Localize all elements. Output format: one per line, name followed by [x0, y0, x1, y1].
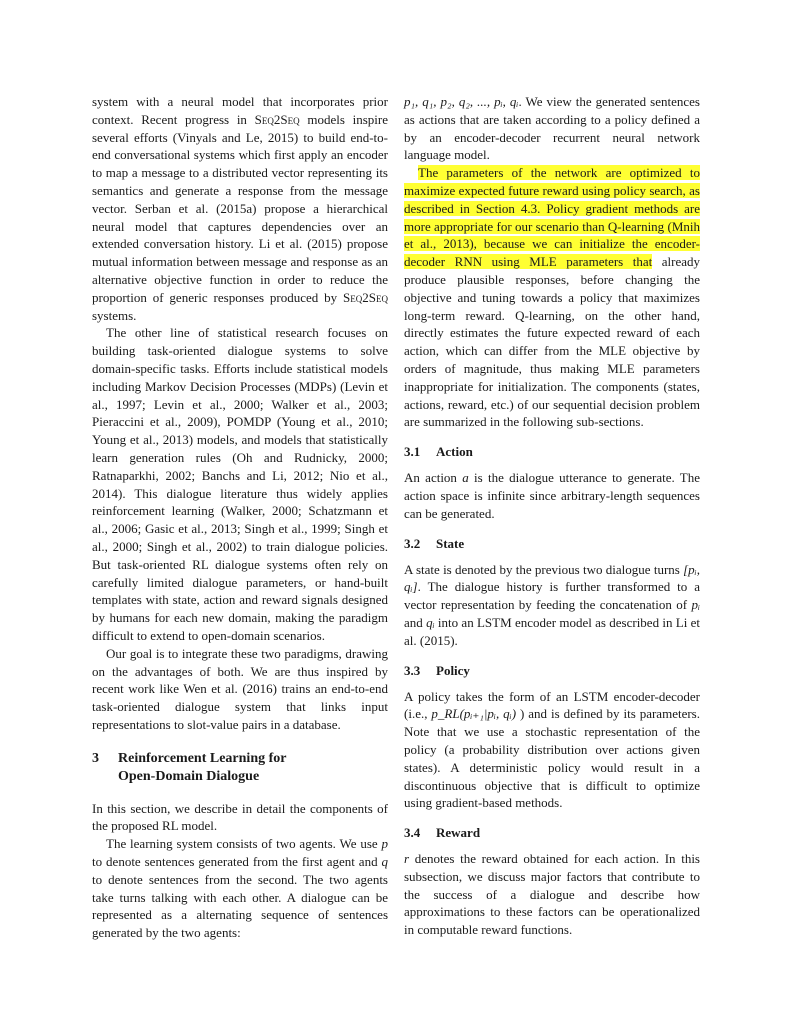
subsection-number: 3.2	[404, 535, 421, 551]
paragraph-state: A state is denoted by the previous two dialogue turns [pᵢ, qᵢ]. The dialogue history is further transformed to a vector representation by feeding the concatenation of pᵢ and qᵢ into an LSTM encoder model as described in Li et al. (2015).	[404, 561, 700, 648]
right-column	[404, 93, 700, 939]
subsection-3-3-heading	[404, 662, 700, 680]
subsection-number: 3.4	[404, 825, 421, 841]
paragraph-reward: r denotes the reward obtained for each action. In this subsection, we discuss major factors that contribute to the success of a dialogue and describe how approximations to these factors can be operationalized in computable reward functions.	[404, 851, 700, 938]
seq2seq-term: Seq2Seq	[254, 111, 300, 127]
subsection-title: State	[436, 535, 465, 551]
highlighted-text: The parameters of the network are optimized to maximize expected future reward using policy search, as described in Section 4.3. Policy gradient methods are more appropriate for our scenario than Q-learning (Mnih et al., 2013), because we can initialize the encoder-decoder RNN using MLE parameters that	[404, 165, 700, 270]
math-var-a: a	[462, 470, 469, 486]
subsection-title: Reward	[436, 825, 481, 841]
math-state: [pᵢ, qᵢ]	[404, 561, 700, 595]
subsection-title: Action	[436, 444, 473, 460]
paragraph-goal: Our goal is to integrate these two paradigms, drawing on the advantages of both. We are thus inspired by recent work like Wen et al. (2016) trains an end-to-end task-oriented dialogue system that links input representations to slot-value pairs in a database.	[92, 645, 388, 732]
paragraph-action: An action a is the dialogue utterance to generate. The action space is infinite since arbitrary-length sequences can be generated.	[404, 470, 700, 521]
subsection-3-1-heading	[404, 443, 700, 461]
text-span: systems.	[92, 307, 137, 323]
paragraph-task-oriented: The other line of statistical research focuses on building task-oriented dialogue systems to solve domain-specific tasks. Efforts include statistical models including Markov Decision Processes (MDPs) (Levin et al., 1997; Levin et al., 2000; Walker et al., 2003; Pieraccini et al., 2009), POMDP (Young et al., 2010; Young et al., 2013) models, and models that statistically learn generation rules (Oh and Rudnicky, 2000; Ratnaparkhi, 2002; Banchs and Li, 2012; Nio et al., 2014). This dialogue literature thus widely applies reinforcement learning (Walker, 2000; Schatzmann et al., 2006; Gasic et al., 2013; Singh et al., 1999; Singh et al., 2000; Singh et al., 2002) to train dialogue policies. But task-oriented RL dialogue systems often rely on carefully limited dialogue parameters, or hand-built templates with state, action and reward signals designed by humans for each new domain, making the paradigm difficult to extend to open-domain scenarios.	[92, 325, 388, 643]
text-span: system with a neural model that incorporates prior context. Recent progress in	[92, 94, 388, 127]
subsection-number: 3.1	[404, 444, 421, 460]
section-3-heading	[92, 750, 388, 786]
subsection-3-4-heading	[404, 824, 700, 842]
paragraph-section-intro: In this section, we describe in detail the components of the proposed RL model.	[92, 800, 388, 834]
math-policy: p_RL(pᵢ₊₁|pᵢ, qᵢ)	[431, 706, 517, 722]
math-var-r: r	[404, 851, 410, 867]
math-var-q: q	[381, 854, 388, 870]
paragraph-related-work-neural	[92, 93, 388, 324]
paragraph-policy: A policy takes the form of an LSTM encoder-decoder (i.e., p_RL(pᵢ₊₁|pᵢ, qᵢ) ) and is defined by its parameters. Note that we use a stochastic representation of the policy (a probability distribution over actions given states). A deterministic policy would result in a discontinuous objective that is difficult to optimize using gradient-based methods.	[404, 688, 700, 811]
section-title: Reinforcement Learning for Open-Domain Dialogue	[118, 750, 287, 784]
math-var-qi: qᵢ	[426, 614, 435, 630]
paragraph-policy-gradient: The parameters of the network are optimized to maximize expected future reward using policy search, as described in Section 4.3. Policy gradient methods are more appropriate for our scenario than Q-learning (Mnih et al., 2013), because we can initialize the encoder-decoder RNN using MLE parameters that already produce plausible responses, before changing the objective and tuning towards a policy that maximizes long-term reward. Q-learning, on the other hand, directly estimates the future expected reward of each action, which can differ from the MLE objective by orders of magnitude, thus making MLE parameters inappropriate for initialization. The components (states, actions, reward, etc.) of our sequential decision problem are summarized in the following sub-sections.	[404, 165, 700, 430]
paragraph-sequence: p₁, q₁, p₂, q₂, ..., pᵢ, qᵢ. We view the generated sentences as actions that are taken according to a policy defined a by an encoder-decoder recurrent neural network language model.	[404, 94, 700, 163]
math-var-pi: pᵢ	[691, 597, 700, 613]
subsection-title: Policy	[436, 662, 470, 678]
paragraph-two-agents: The learning system consists of two agents. We use p to denote sentences generated from the first agent and q to denote sentences from the second. The two agents take turns talking with each other. A dialogue can be represented as a alternating sequence of sentences generated by the two agents:	[92, 836, 388, 941]
seq2seq-term: Seq2Seq	[343, 289, 388, 305]
left-column	[92, 93, 388, 942]
math-sequence: p₁, q₁, p₂, q₂, ..., pᵢ, qᵢ	[404, 94, 519, 109]
math-var-p: p	[381, 836, 388, 852]
subsection-number: 3.3	[404, 662, 421, 678]
section-number: 3	[92, 750, 99, 766]
subsection-3-2-heading	[404, 535, 700, 553]
text-span: models inspire several efforts (Vinyals and Le, 2015) to build end-to-end conversational systems which first apply an encoder to map a message to a distributed vector representing its semantics and generate a response from the message vector. Serban et al. (2015a) propose a hierarchical neural model that captures dependencies over an extended conversation history. Li et al. (2015) propose mutual information between message and response as an alternative objective function in order to reduce the proportion of generic responses produced by	[92, 111, 389, 305]
